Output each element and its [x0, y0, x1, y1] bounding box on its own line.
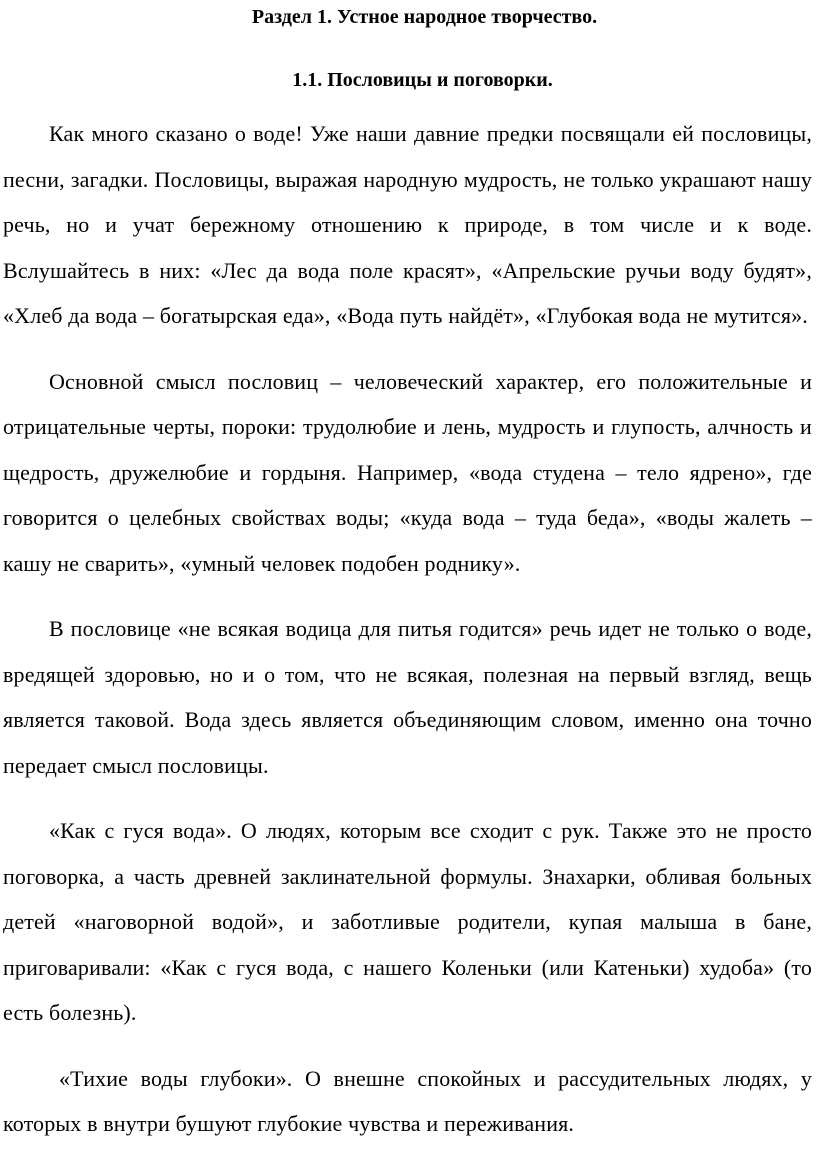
paragraph-tihie: «Тихие воды глубоки». О внешне спокойных и рассудительных людях, у которых в внутри бушуют глубокие чувства и переживания.: [3, 1065, 812, 1136]
paragraph-vodica: В пословице «не всякая водица для питья годится» речь идет не только о воде, вредящей здоровью, но и о том, что не всякая, полезная на первый взгляд, вещь является таковой. Вода здесь является объединяющим словом, именно она точно передает смысл пословицы.: [3, 616, 812, 778]
paragraph-meaning: Основной смысл пословиц – человеческий характер, его положительные и отрицательные черты, пороки: трудолюбие и лень, мудрость и глупость, алчность и щедрость, дружелюбие и гордыня. Например, «вода студена – тело ядрено», где говорится о целебных свойствах воды; «куда вода – туда беда», «воды жалеть – кашу не сварить», «умный человек подобен роднику».: [3, 368, 812, 576]
paragraph-gus: «Как с гуся вода». О людях, которым все сходит с рук. Также это не просто поговорка, а часть древней заклинательной формулы. Знахарки, обливая больных детей «наговорной водой», и заботливые родители, купая малыша в бане, приговаривали: «Как с гуся вода, с нашего Коленьки (или Катеньки) худоба» (то есть болезнь).: [3, 818, 812, 1025]
paragraph-intro: Как много сказано о воде! Уже наши давние предки посвящали ей пословицы, песни, загадки. Пословицы, выражая народную мудрость, не только украшают нашу речь, но и учат бережному отношению к природе, в том числе и к воде. Вслушайтесь в них: «Лес да вода поле красят», «Апрельские ручьи воду будят», «Хлеб да вода – богатырская еда», «Вода путь найдёт», «Глубокая вода не мутится».: [3, 121, 812, 328]
subsection-title: 1.1. Пословицы и поговорки.: [292, 69, 553, 91]
section-title: Раздел 1. Устное народное творчество.: [251, 6, 598, 28]
